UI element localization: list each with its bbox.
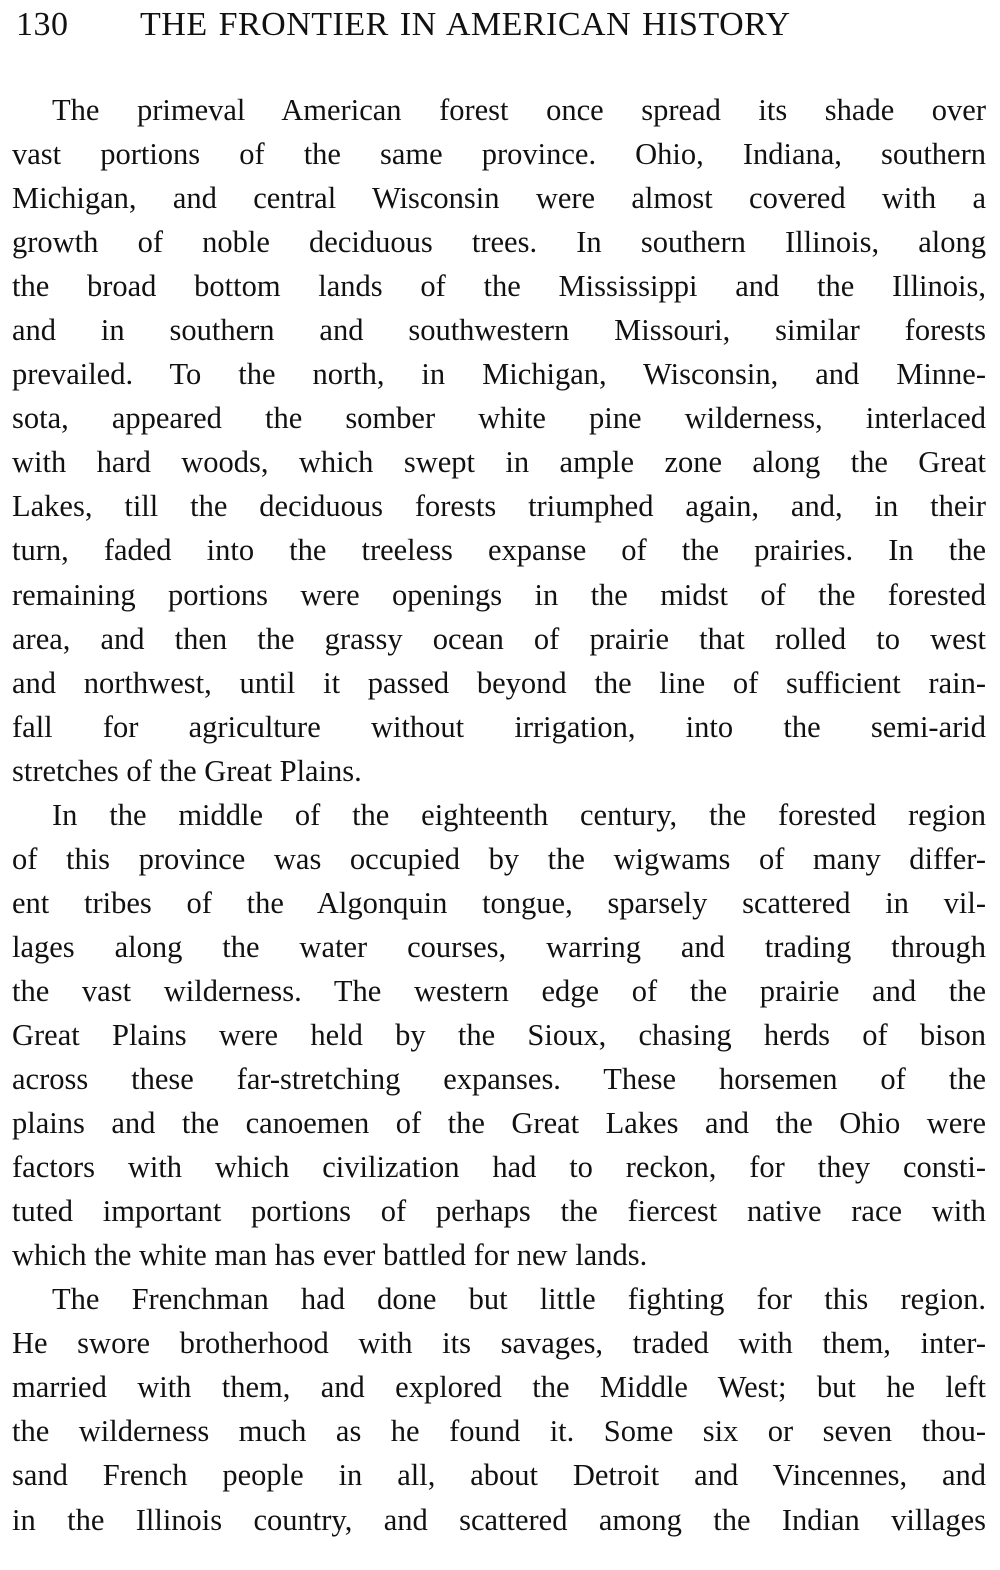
text-line: sota, appeared the somber white pine wilderness, interlaced [12,401,986,436]
running-head [12,0,986,50]
text-line: the broad bottom lands of the Mississippi and the Illinois, [12,269,986,304]
text-line: plains and the canoemen of the Great Lakes and the Ohio were [12,1106,986,1141]
page-number: 130 [16,6,69,43]
text-line: factors with which civilization had to reckon, for they consti- [12,1150,986,1185]
text-line: remaining portions were openings in the midst of the forested [12,577,986,612]
text-line: The primeval American forest once spread its shade over [52,93,986,127]
text-line: The Frenchman had done but little fighting for this region. [52,1282,986,1317]
paragraph-3 [12,1277,986,1541]
text-line: turn, faded into the treeless expanse of the prairies. In the [12,533,986,568]
paragraph-2 [12,793,986,1278]
text-line: prevailed. To the north, in Michigan, Wisconsin, and Minne- [12,357,986,392]
text-line: Great Plains were held by the Sioux, chasing herds of bison [12,1017,986,1052]
text-line: Michigan, and central Wisconsin were almost covered with a [12,181,986,216]
text-line: vast portions of the same province. Ohio, Indiana, southern [12,137,986,172]
text-line: In the middle of the eighteenth century, the forested region [52,797,986,832]
text-line: lages along the water courses, warring and trading through [12,929,986,964]
text-line: He swore brotherhood with its savages, traded with them, inter- [12,1326,986,1361]
body-text [12,88,986,1542]
text-line: of this province was occupied by the wigwams of many differ- [12,841,986,876]
text-line: in the Illinois country, and scattered among the Indian villages [12,1502,986,1537]
text-line: the vast wilderness. The western edge of the prairie and the [12,973,986,1008]
text-line: tuted important portions of perhaps the fiercest native race with [12,1194,986,1229]
text-line: married with them, and explored the Middle West; but he left [12,1370,986,1405]
text-line: fall for agriculture without irrigation, into the semi-arid [12,709,986,744]
text-line: which the white man has ever battled for new lands. [12,1238,648,1273]
text-line: area, and then the grassy ocean of prairie that rolled to west [12,621,986,656]
paragraph-1 [12,88,986,793]
text-line: across these far-stretching expanses. These horsemen of the [12,1062,986,1097]
text-line: the wilderness much as he found it. Some six or seven thou- [12,1414,986,1449]
text-line: ent tribes of the Algonquin tongue, sparsely scattered in vil- [12,885,986,920]
text-line: Lakes, till the deciduous forests triumphed again, and, in their [12,489,986,524]
text-line: and in southern and southwestern Missouri, similar forests [12,313,986,348]
text-line: sand French people in all, about Detroit and Vincennes, and [12,1458,986,1493]
text-line: stretches of the Great Plains. [12,753,362,788]
text-line: with hard woods, which swept in ample zone along the Great [12,445,986,480]
book-title: THE FRONTIER IN AMERICAN HISTORY [140,6,791,43]
book-page [12,0,986,1542]
text-line: and northwest, until it passed beyond the line of sufficient rain- [12,665,986,700]
text-line: growth of noble deciduous trees. In southern Illinois, along [12,225,986,260]
